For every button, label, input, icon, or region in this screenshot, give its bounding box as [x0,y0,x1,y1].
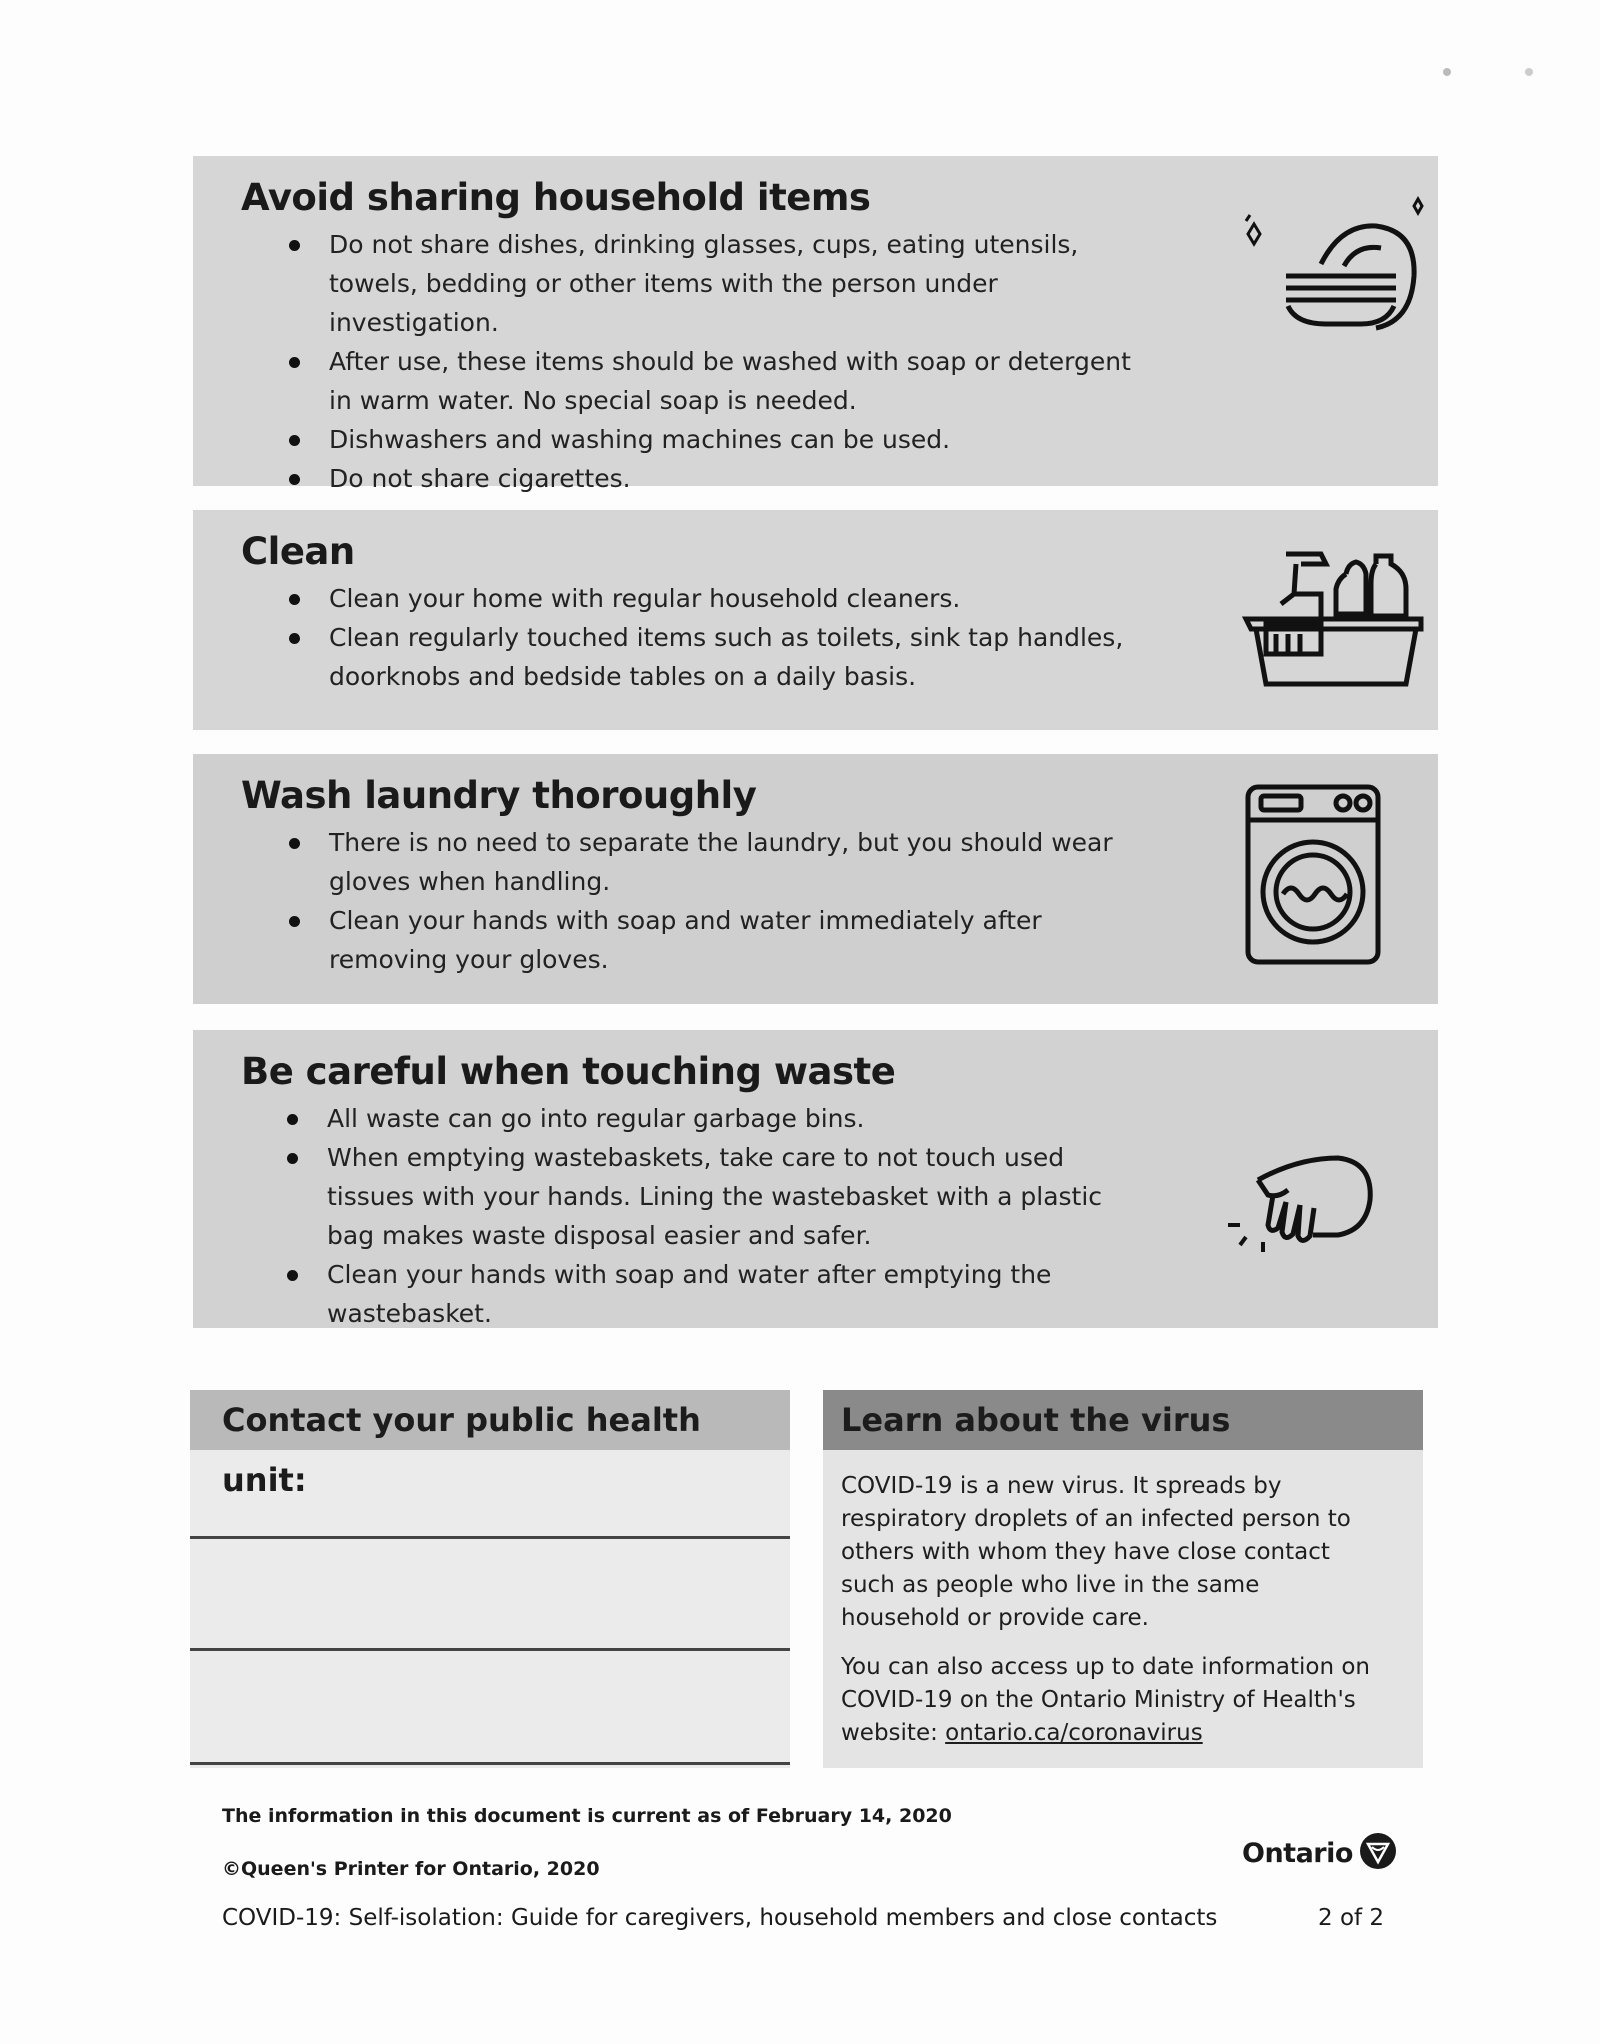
section-title: Wash laundry thoroughly [241,774,757,817]
dishes-icon [1226,196,1426,340]
ontario-logo-text: Ontario [1242,1837,1353,1869]
learn-paragraph-text: You can also access up to date information on COVID-19 on the Ontario Ministry of Health's website: [841,1654,1371,1746]
list-item: Clean your home with regular household cleaners. [329,579,1138,618]
contact-write-line[interactable] [190,1648,790,1651]
list-item: There is no need to separate the laundry, but you should wear gloves when handling. [329,823,1138,901]
contact-write-line[interactable] [190,1536,790,1539]
contact-write-line[interactable] [190,1762,790,1765]
learn-paragraph: COVID-19 is a new virus. It spreads by respiratory droplets of an infected person to others with whom they have close contact such as people who live in the same household or provide care. [841,1473,1351,1631]
contact-box [190,1390,790,1768]
list-item: Clean your hands with soap and water after emptying the wastebasket. [327,1255,1138,1333]
scan-speck [1525,68,1533,76]
list-item: Clean your hands with soap and water immediately after removing your gloves. [329,901,1138,979]
bullet-list [241,1099,1138,1333]
hand-touch-icon [1218,1150,1378,1264]
section-title: Avoid sharing household items [241,176,871,219]
ontario-trillium-icon [1359,1832,1397,1874]
section-avoid-sharing [193,156,1438,493]
coronavirus-link[interactable]: ontario.ca/coronavirus [945,1720,1203,1746]
ontario-logo [1242,1832,1397,1874]
list-item: All waste can go into regular garbage bins. [327,1099,1138,1138]
list-item: After use, these items should be washed with soap or detergent in warm water. No special soap is needed. [329,342,1138,420]
learn-box [823,1390,1423,1768]
list-item: When emptying wastebaskets, take care to not touch used tissues with your hands. Lining the wastebasket with a plastic bag makes waste disposal easier and safer. [327,1138,1138,1255]
cleaning-supplies-icon [1226,534,1426,708]
learn-paragraph [841,1651,1383,1750]
learn-heading: Learn about the virus [823,1390,1423,1450]
list-item: Clean regularly touched items such as toilets, sink tap handles, doorknobs and bedside tables on a daily basis. [329,618,1138,696]
bullet-list [241,579,1138,696]
bullet-list [241,225,1138,498]
current-as-of-note: The information in this document is current as of February 14, 2020 [222,1805,952,1827]
list-item: Do not share dishes, drinking glasses, cups, eating utensils, towels, bedding or other items with the person under investigation. [329,225,1138,342]
contact-heading: Contact your public health unit: [190,1390,790,1450]
washing-machine-icon [1243,782,1383,971]
copyright-note: ©Queen's Printer for Ontario, 2020 [222,1858,600,1880]
section-title: Clean [241,530,355,573]
bullet-list [241,823,1138,979]
section-waste [193,1030,1438,1328]
page-number: 2 of 2 [1318,1905,1385,1931]
scan-speck [1443,68,1451,76]
section-laundry [193,754,1438,1004]
section-title: Be careful when touching waste [241,1050,896,1093]
list-item: Dishwashers and washing machines can be used. [329,420,1138,459]
document-title: COVID-19: Self-isolation: Guide for caregivers, household members and close contacts [222,1905,1218,1931]
section-clean [193,510,1438,730]
list-item: Do not share cigarettes. [329,459,1138,498]
